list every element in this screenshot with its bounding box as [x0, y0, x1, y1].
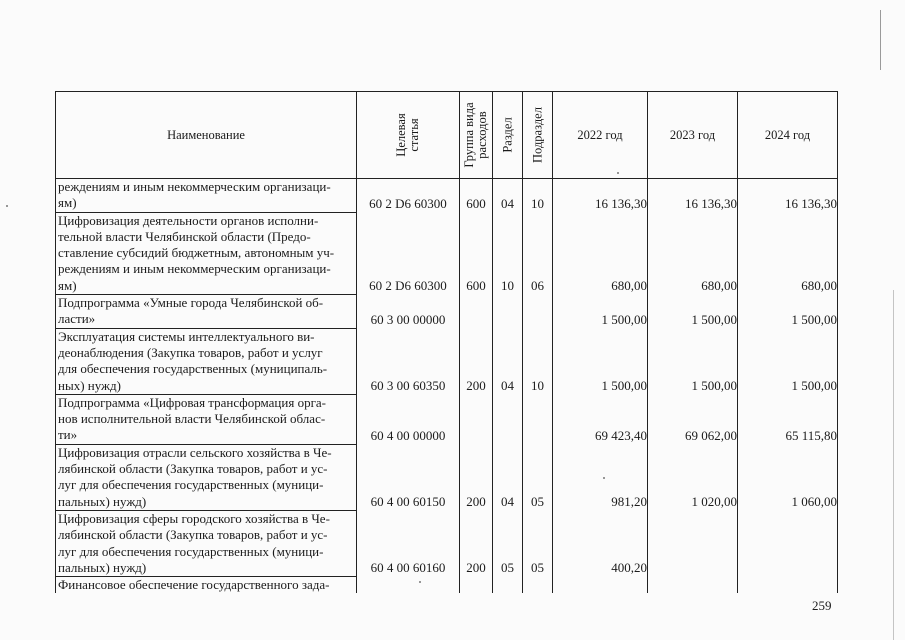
- row-group: 600: [460, 212, 493, 294]
- row-group: 200: [460, 444, 493, 510]
- row-target: 60 4 00 60150: [357, 444, 460, 510]
- header-year-2024: 2024 год: [738, 92, 838, 179]
- row-target: 60 2 D6 60300: [357, 212, 460, 294]
- row-value-2022: 981,20: [553, 444, 648, 510]
- row-group: [460, 394, 493, 444]
- row-target: [357, 577, 460, 594]
- row-value-2023: 1 020,00: [648, 444, 738, 510]
- row-section: [493, 295, 523, 329]
- row-value-2022: 16 136,30: [553, 179, 648, 213]
- scan-edge-line: [893, 290, 894, 640]
- header-name: Наименование: [56, 92, 357, 179]
- row-value-2023: 1 500,00: [648, 295, 738, 329]
- table-row: [56, 295, 838, 329]
- row-subsection: 05: [523, 510, 553, 576]
- table-row: [56, 212, 838, 294]
- row-name: реждениям и иным некоммерческим организаци- ям): [56, 179, 357, 213]
- row-value-2024: 1 500,00: [738, 328, 838, 394]
- row-subsection: 10: [523, 328, 553, 394]
- row-group: [460, 577, 493, 594]
- row-target: 60 2 D6 60300: [357, 179, 460, 213]
- row-value-2022: 69 423,40: [553, 394, 648, 444]
- row-target: 60 3 00 00000: [357, 295, 460, 329]
- row-target: 60 4 00 00000: [357, 394, 460, 444]
- row-group: 600: [460, 179, 493, 213]
- table-row: [56, 394, 838, 444]
- row-value-2023: [648, 577, 738, 594]
- row-value-2024: 680,00: [738, 212, 838, 294]
- table-row: [56, 510, 838, 576]
- row-value-2023: 680,00: [648, 212, 738, 294]
- row-value-2024: 1 500,00: [738, 295, 838, 329]
- row-value-2022: 1 500,00: [553, 295, 648, 329]
- row-subsection: [523, 295, 553, 329]
- page-number: 259: [812, 598, 832, 613]
- budget-table: [55, 91, 838, 593]
- row-value-2022: 400,20: [553, 510, 648, 576]
- row-value-2024: [738, 577, 838, 594]
- row-name: Цифровизация деятельности органов исполни- тельной власти Челябинской области (Предо- ставление субсидий бюджетным, автономным уч- реждениям и иным некоммерческим организаци- ям): [56, 212, 357, 294]
- row-value-2024: 16 136,30: [738, 179, 838, 213]
- row-section: [493, 394, 523, 444]
- row-section: 05: [493, 510, 523, 576]
- table-row: [56, 444, 838, 510]
- header-year-2023: 2023 год: [648, 92, 738, 179]
- row-subsection: 06: [523, 212, 553, 294]
- header-expense-group: Группа вида расходов: [460, 92, 493, 179]
- table-row: [56, 577, 838, 594]
- row-section: 04: [493, 179, 523, 213]
- header-section: Раздел: [493, 92, 523, 179]
- row-value-2022: [553, 577, 648, 594]
- header-target-article: Целевая статья: [357, 92, 460, 179]
- row-section: 04: [493, 328, 523, 394]
- row-section: 04: [493, 444, 523, 510]
- row-value-2022: 1 500,00: [553, 328, 648, 394]
- row-group: 200: [460, 510, 493, 576]
- header-year-2022: 2022 год: [553, 92, 648, 179]
- table-row: [56, 328, 838, 394]
- row-target: 60 3 00 60350: [357, 328, 460, 394]
- row-subsection: [523, 394, 553, 444]
- header-subsection: Подраздел: [523, 92, 553, 179]
- row-name: Подпрограмма «Цифровая трансформация орга- нов исполнительной власти Челябинской облас- ти»: [56, 394, 357, 444]
- row-subsection: 10: [523, 179, 553, 213]
- row-name: Цифровизация сферы городского хозяйства в Че- лябинской области (Закупка товаров, работ и ус- луг для обеспечения государственных (муници- пальных) нужд): [56, 510, 357, 576]
- row-value-2023: 69 062,00: [648, 394, 738, 444]
- table-row: [56, 179, 838, 213]
- row-value-2024: [738, 510, 838, 576]
- row-section: 10: [493, 212, 523, 294]
- row-value-2023: 1 500,00: [648, 328, 738, 394]
- scan-speck: [6, 205, 8, 207]
- row-subsection: [523, 577, 553, 594]
- table-header-row: [56, 92, 838, 179]
- row-name: Финансовое обеспечение государственного зада-: [56, 577, 357, 594]
- row-value-2023: [648, 510, 738, 576]
- scan-edge-line: [880, 10, 881, 70]
- row-value-2024: 1 060,00: [738, 444, 838, 510]
- row-value-2022: 680,00: [553, 212, 648, 294]
- row-value-2024: 65 115,80: [738, 394, 838, 444]
- row-target: 60 4 00 60160: [357, 510, 460, 576]
- row-name: Подпрограмма «Умные города Челябинской об- ласти»: [56, 295, 357, 329]
- row-name: Эксплуатация системы интеллектуального ви- деонаблюдения (Закупка товаров, работ и услуг для обеспечения государственных (муниципаль- ных) нужд): [56, 328, 357, 394]
- row-subsection: 05: [523, 444, 553, 510]
- row-group: 200: [460, 328, 493, 394]
- row-group: [460, 295, 493, 329]
- row-section: [493, 577, 523, 594]
- row-value-2023: 16 136,30: [648, 179, 738, 213]
- row-name: Цифровизация отрасли сельского хозяйства в Че- лябинской области (Закупка товаров, работ и ус- луг для обеспечения государственных (муници- пальных) нужд): [56, 444, 357, 510]
